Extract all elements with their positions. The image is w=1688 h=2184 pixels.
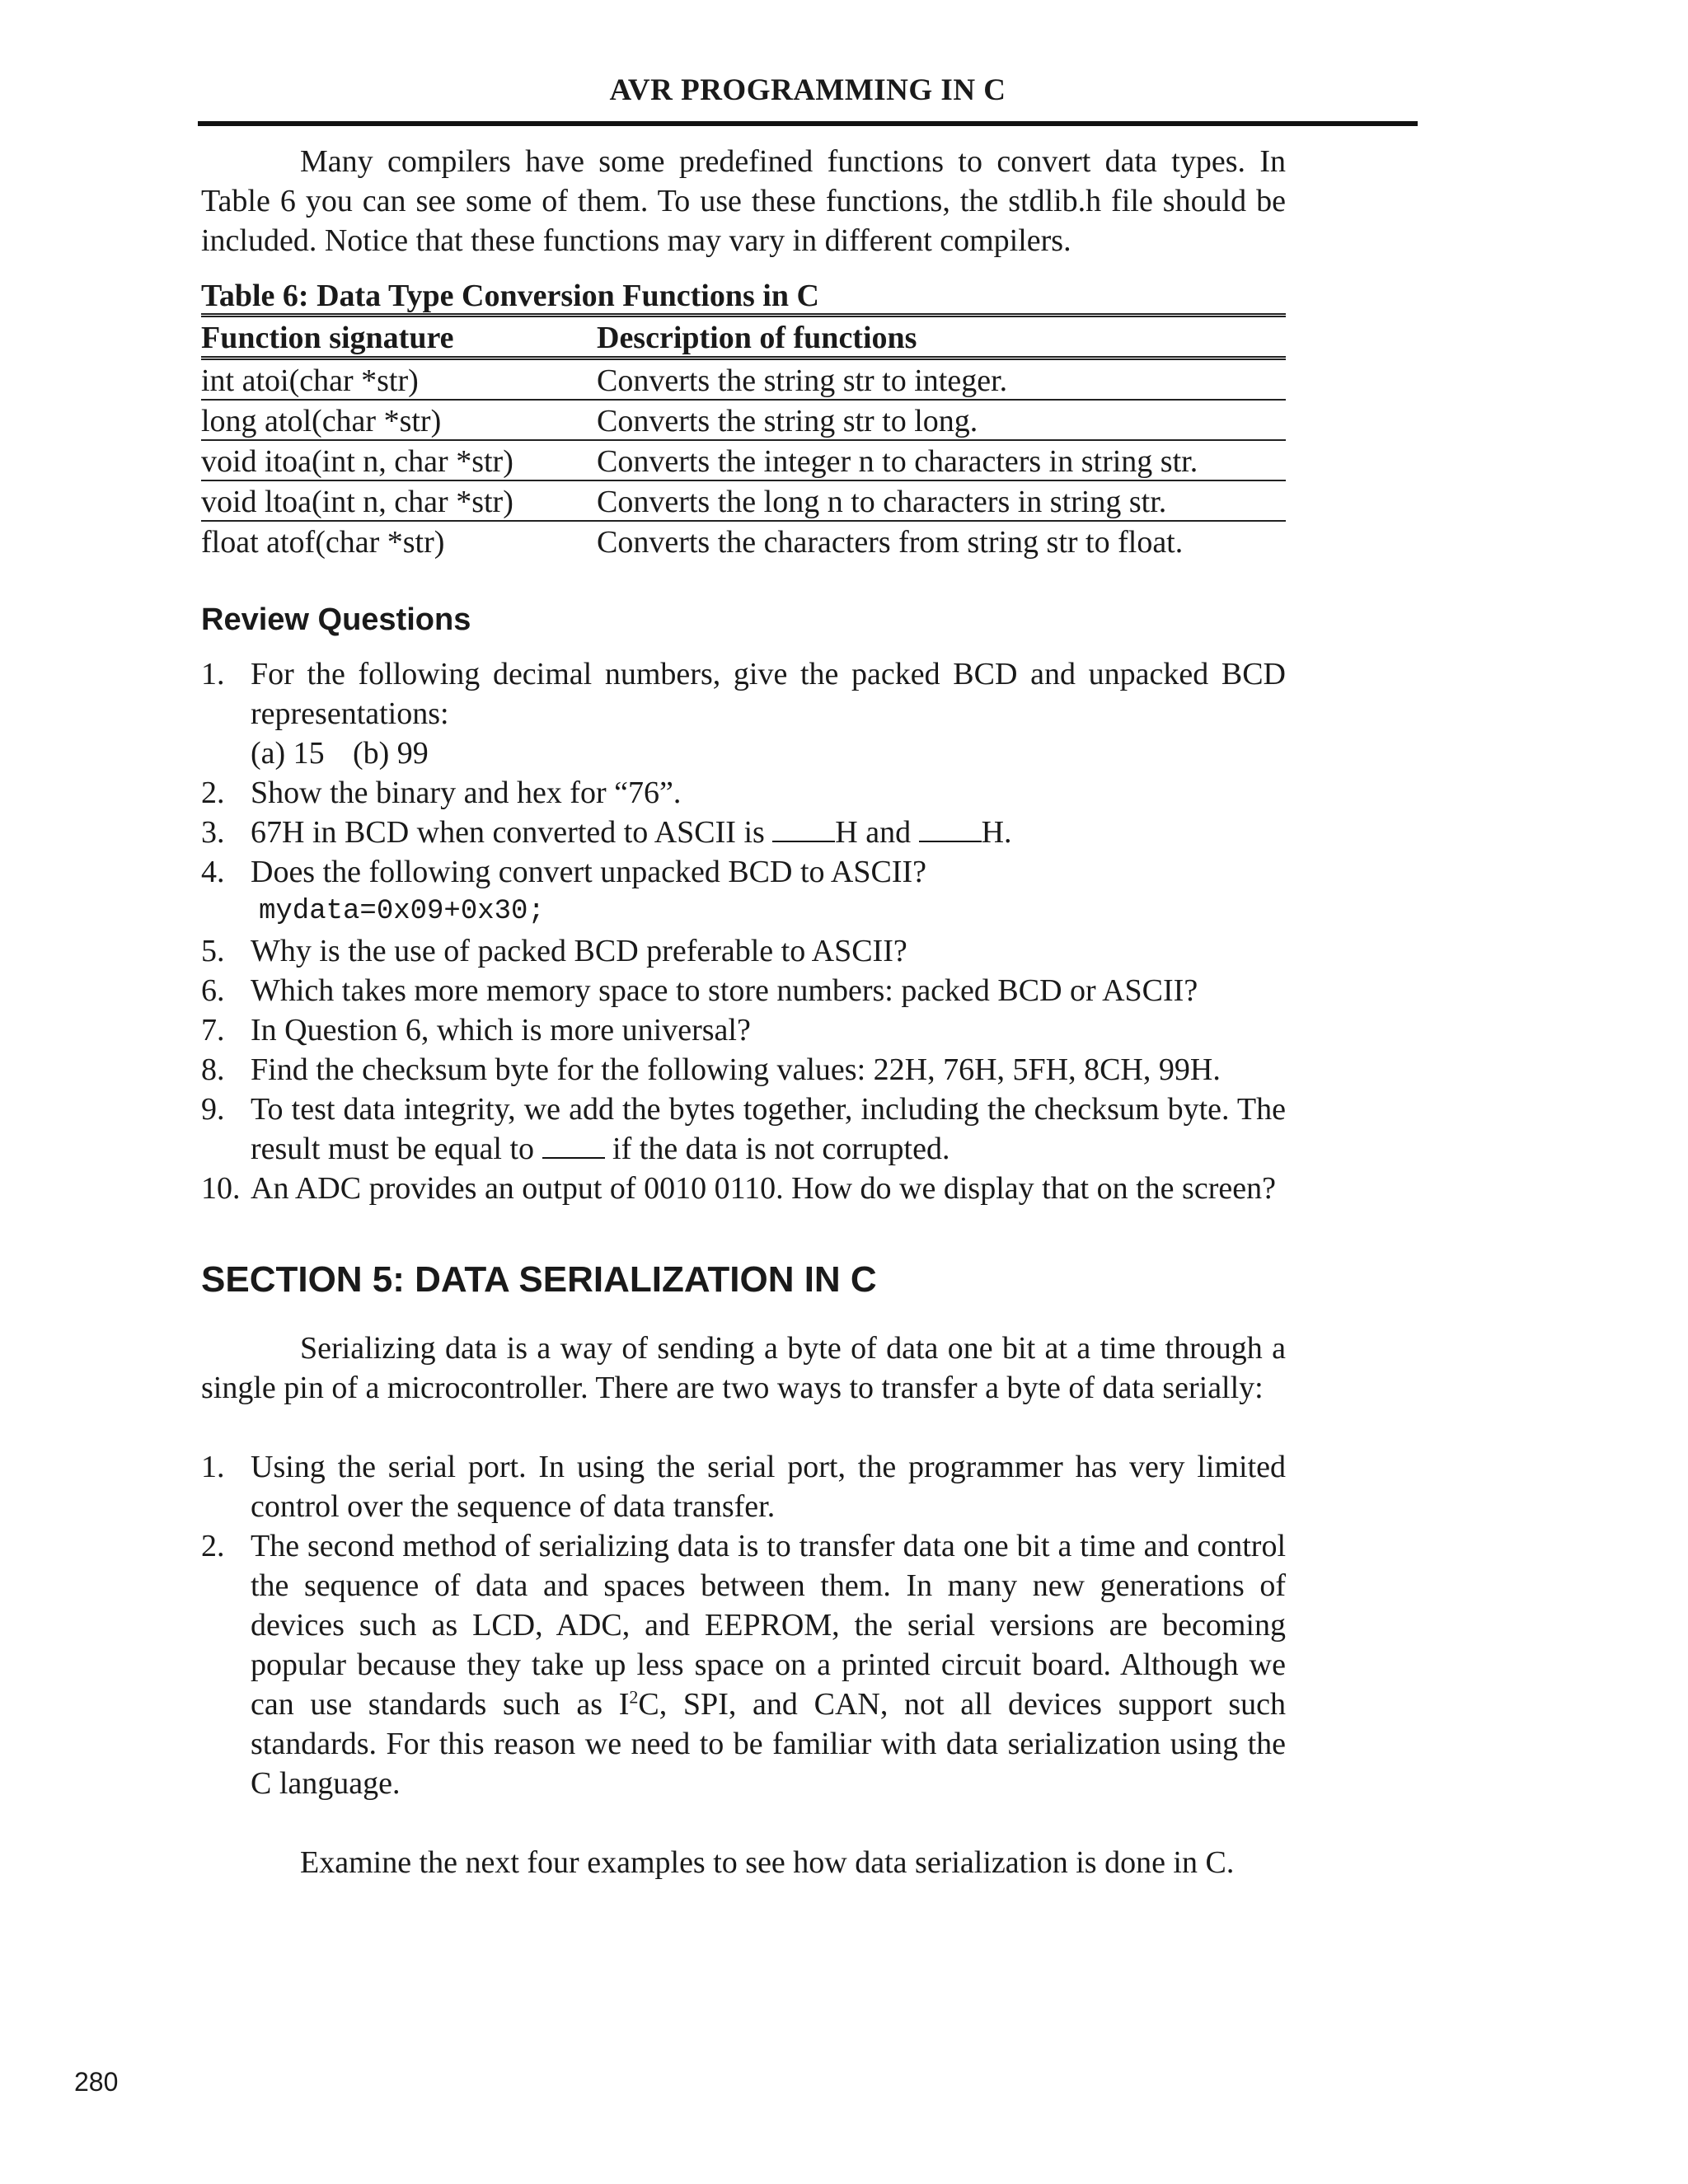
- list-item: [201, 1169, 1286, 1208]
- question-text: H and: [835, 815, 919, 850]
- list-item: [201, 1050, 1286, 1090]
- question-text: Which takes more memory space to store numbers: packed BCD or ASCII?: [251, 973, 1198, 1008]
- header-rule: [198, 121, 1418, 126]
- question-number: 9.: [201, 1092, 225, 1127]
- question-number: 7.: [201, 1013, 225, 1047]
- item-number: 1.: [201, 1450, 225, 1484]
- question-number: 8.: [201, 1052, 225, 1087]
- item-text: The second method of serializing data is to transfer data one bit a time and control the sequence of data and spaces between them. In many new generations of devices such as LCD, ADC, and EEPROM, the serial versions are becoming popular because they take up less space on a printed circuit board. Although we can use standards such as I: [251, 1529, 1286, 1722]
- list-item: [201, 773, 1286, 813]
- column-header: Function signature: [201, 321, 454, 355]
- question-text: H.: [981, 815, 1012, 850]
- page-number: 280: [74, 2067, 119, 2097]
- function-description: Converts the characters from string str to float.: [597, 525, 1184, 560]
- question-number: 2.: [201, 776, 225, 810]
- list-item: [201, 1447, 1286, 1526]
- item-text: Using the serial port. In using the serial port, the programmer has very limited control over the sequence of data transfer.: [251, 1450, 1286, 1524]
- question-number: 4.: [201, 855, 225, 889]
- list-item: [201, 931, 1286, 971]
- answer-blank: [772, 816, 835, 842]
- question-number: 3.: [201, 815, 225, 850]
- function-description: Converts the integer n to characters in string str.: [597, 444, 1198, 479]
- question-options: [251, 733, 1286, 773]
- question-text: 67H in BCD when converted to ASCII is: [251, 815, 773, 850]
- list-item: [201, 813, 1286, 852]
- section-intro-paragraph: Serializing data is a way of sending a byte of data one bit at a time through a single pin of a microcontroller. There are two ways to transfer a byte of data serially:: [201, 1331, 1286, 1405]
- function-signature: int atoi(char *str): [201, 363, 419, 398]
- function-signature: float atof(char *str): [201, 525, 445, 560]
- code-snippet: mydata=0x09+0x30;: [259, 896, 545, 927]
- closing-paragraph: Examine the next four examples to see how data serialization is done in C.: [300, 1845, 1235, 1880]
- question-number: 10.: [201, 1171, 241, 1206]
- question-number: 1.: [201, 657, 225, 691]
- function-signature: void itoa(int n, char *str): [201, 444, 513, 479]
- answer-blank: [919, 816, 982, 842]
- function-signature: void ltoa(int n, char *str): [201, 485, 513, 519]
- question-number: 6.: [201, 973, 225, 1008]
- list-item: [201, 1090, 1286, 1169]
- list-item: [201, 1010, 1286, 1050]
- question-text: For the following decimal numbers, give the packed BCD and unpacked BCD representations:: [251, 657, 1286, 731]
- option-b: (b) 99: [353, 736, 429, 771]
- section-heading: SECTION 5: DATA SERIALIZATION IN C: [201, 1259, 877, 1300]
- page-body: [201, 142, 1286, 1882]
- table-row: [201, 359, 1286, 401]
- question-text: if the data is not corrupted.: [604, 1132, 950, 1166]
- function-description: Converts the string str to long.: [597, 404, 978, 438]
- list-item: [201, 654, 1286, 773]
- conversion-table: [201, 313, 1286, 560]
- answer-blank: [542, 1132, 605, 1159]
- function-description: Converts the string str to integer.: [597, 363, 1008, 398]
- table-header-row: [201, 316, 1286, 359]
- list-item: [201, 1526, 1286, 1803]
- item-number: 2.: [201, 1529, 225, 1563]
- table-row: [201, 440, 1286, 480]
- intro-paragraph: Many compilers have some predefined functions to convert data types. In Table 6 you can see some of them. To use these functions, the stdlib.h file should be included. Notice that these functions may vary in different compilers.: [201, 144, 1286, 258]
- table-row: [201, 480, 1286, 521]
- column-header: Description of functions: [597, 321, 917, 355]
- question-text: In Question 6, which is more universal?: [251, 1013, 751, 1047]
- superscript: 2: [629, 1686, 639, 1708]
- question-text: An ADC provides an output of 0010 0110. How do we display that on the screen?: [251, 1171, 1276, 1206]
- table-caption: Table 6: Data Type Conversion Functions in C: [201, 279, 819, 313]
- question-text: Why is the use of packed BCD preferable to ASCII?: [251, 934, 907, 968]
- table-row: [201, 400, 1286, 440]
- question-text: Does the following convert unpacked BCD to ASCII?: [251, 855, 927, 889]
- running-head: AVR PROGRAMMING IN C: [609, 73, 1006, 107]
- function-description: Converts the long n to characters in string str.: [597, 485, 1167, 519]
- list-item: [201, 852, 1286, 931]
- item-text: C, SPI, and CAN, not all devices support such standards. For this reason we need to be familiar with data serialization using the C language.: [251, 1687, 1286, 1801]
- review-questions-list: [201, 654, 1286, 1208]
- list-item: [201, 971, 1286, 1010]
- question-number: 5.: [201, 934, 225, 968]
- question-text: To test data integrity, we add the bytes together, including the checksum byte. The result must be equal to: [251, 1092, 1286, 1166]
- serialization-methods-list: [201, 1447, 1286, 1803]
- option-a: (a) 15: [251, 736, 325, 771]
- review-questions-heading: Review Questions: [201, 602, 471, 637]
- question-text: Show the binary and hex for “76”.: [251, 776, 682, 810]
- question-text: Find the checksum byte for the following values: 22H, 76H, 5FH, 8CH, 99H.: [251, 1052, 1221, 1087]
- function-signature: long atol(char *str): [201, 404, 442, 438]
- table-row: [201, 521, 1286, 560]
